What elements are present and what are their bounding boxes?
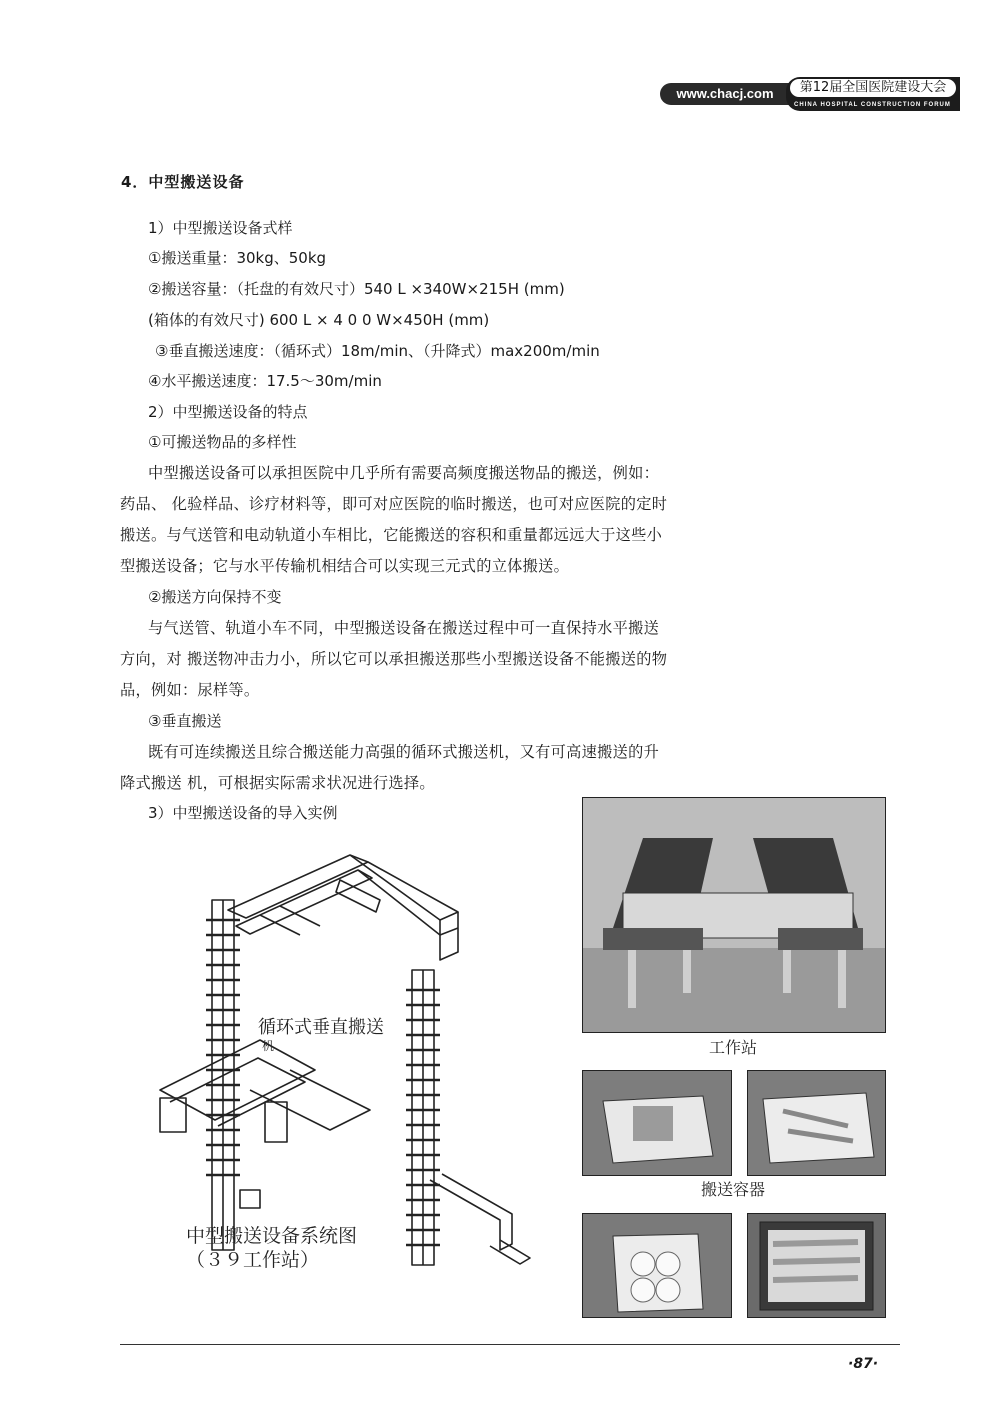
spec-horizontal-speed: ④水平搬送速度：17.5～30m/min — [148, 372, 382, 390]
workstation-caption: 工作站 — [708, 1038, 757, 1057]
site-url[interactable]: www.chacj.com — [660, 83, 790, 105]
feature-2-line: 品，例如：尿样等。 — [120, 681, 260, 699]
feature-1-line: 中型搬送设备可以承担医院中几乎所有需要高频度搬送物品的搬送，例如： — [148, 464, 660, 482]
section-heading: 4．中型搬送设备 — [121, 173, 245, 191]
container-photo-3 — [582, 1213, 732, 1318]
feature-2-title: ②搬送方向保持不变 — [148, 588, 282, 606]
feature-3-line: 既有可连续搬送且综合搬送能力高强的循环式搬送机，又有可高速搬送的升 — [148, 743, 660, 761]
feature-1-line: 型搬送设备；它与水平传输机相结合可以实现三元式的立体搬送。 — [120, 557, 570, 575]
feature-2-line: 与气送管、轨道小车不同，中型搬送设备在搬送过程中可一直保持水平搬送 — [148, 619, 660, 637]
examples-title: 3）中型搬送设备的导入实例 — [148, 804, 338, 822]
spec-capacity-box: (箱体的有效尺寸) 600 L × 4 0 0 W×450H (mm) — [148, 311, 490, 329]
feature-1-line: 搬送。与气送管和电动轨道小车相比，它能搬送的容积和重量都远远大于这些小 — [120, 526, 663, 544]
diagram-label-circulating: 循环式垂直搬送 — [258, 1017, 384, 1038]
spec-weight: ①搬送重量：30kg、50kg — [148, 249, 327, 267]
header-banner — [660, 77, 960, 111]
conference-subtitle: CHINA HOSPITAL CONSTRUCTION FORUM — [794, 102, 951, 108]
feature-1-title: ①可搬送物品的多样性 — [148, 433, 297, 451]
container-photo-1 — [582, 1070, 732, 1176]
workstation-photo — [582, 797, 886, 1033]
diagram-caption-sub: （３９工作站） — [186, 1249, 320, 1271]
page-number: ·87· — [848, 1356, 879, 1372]
feature-1-line: 药品、 化验样品、诊疗材料等，即可对应医院的临时搬送，也可对应医院的定时 — [120, 495, 668, 513]
features-title: 2）中型搬送设备的特点 — [148, 403, 308, 421]
containers-caption: 搬送容器 — [700, 1180, 765, 1199]
conference-badge — [786, 77, 960, 111]
spec-title: 1）中型搬送设备式样 — [148, 219, 293, 237]
feature-2-line: 方向，对 搬送物冲击力小，所以它可以承担搬送那些小型搬送设备不能搬送的物 — [120, 650, 668, 668]
diagram-label-circulating-cont: 机 — [262, 1039, 275, 1053]
conference-title: 第12届全国医院建设大会 — [790, 79, 956, 97]
footer-rule — [120, 1344, 900, 1345]
feature-3-title: ③垂直搬送 — [148, 712, 222, 730]
system-diagram — [140, 840, 560, 1280]
feature-3-line: 降式搬送 机，可根据实际需求状况进行选择。 — [120, 774, 435, 792]
spec-capacity: ②搬送容量：（托盘的有效尺寸）540 L ×340W×215H (mm) — [148, 280, 565, 298]
container-photo-4 — [747, 1213, 886, 1318]
diagram-caption: 中型搬送设备系统图 — [186, 1225, 358, 1247]
spec-vertical-speed: ③垂直搬送速度：（循环式）18m/min、（升降式）max200m/min — [155, 342, 600, 360]
container-photo-2 — [747, 1070, 886, 1176]
